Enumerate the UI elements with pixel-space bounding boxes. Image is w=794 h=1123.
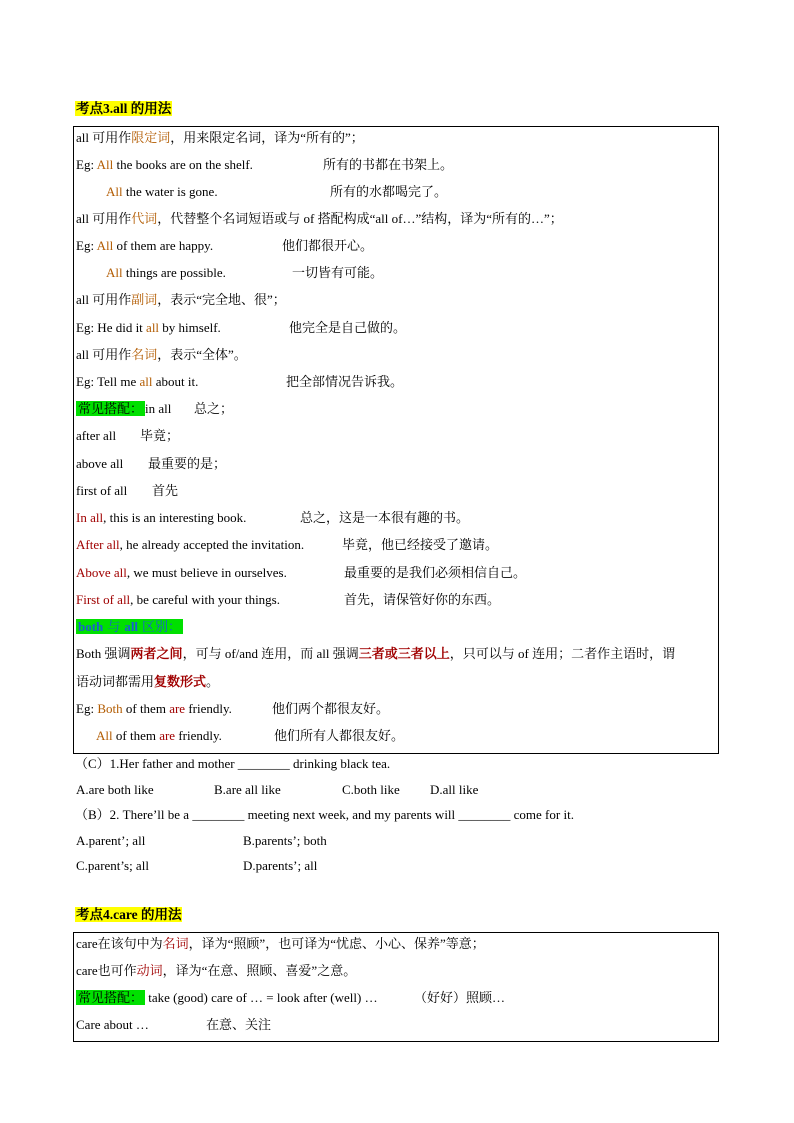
usage-line: all 可用作限定词，用来限定名词，译为“所有的”； bbox=[76, 130, 364, 145]
collocation-line: after all 毕竟； bbox=[76, 428, 180, 443]
exercise-option: C.both like bbox=[342, 782, 400, 797]
collocation-tag: 常见搭配： bbox=[78, 990, 144, 1005]
collocation-line: 常见搭配： take (good) care of … = look after (well) … （好好）照顾… bbox=[78, 990, 506, 1005]
example-line: Eg: All of them are happy. 他们都很开心。 bbox=[76, 238, 374, 253]
usage-line: 语动词都需用复数形式。 bbox=[76, 674, 220, 689]
example-line: Above all, we must believe in ourselves. 最重要的是我们必须相信自己。 bbox=[76, 565, 527, 580]
exercise-question-2: （B）2. There’ll be a ________ meeting next week, and my parents will ________ come for it. bbox=[75, 807, 574, 822]
example-line: All of them are friendly. 他们所有人都很友好。 bbox=[96, 728, 405, 743]
example-line: Eg: All the books are on the shelf. 所有的书都在书架上。 bbox=[76, 157, 454, 172]
example-line: In all, this is an interesting book. 总之，这是一本很有趣的书。 bbox=[76, 510, 470, 525]
usage-line: all 可用作代词，代替整个名词短语或与 of 搭配构成“all of…”结构，译为“所有的…”； bbox=[76, 211, 563, 226]
exercise-option: A.parent’; all bbox=[76, 833, 146, 848]
section-heading-all: 考点3.all 的用法 bbox=[76, 101, 172, 116]
example-line: Eg: Both of them are friendly. 他们两个都很友好。 bbox=[76, 701, 390, 716]
example-line: Eg: Tell me all about it. 把全部情况告诉我。 bbox=[76, 374, 404, 389]
example-line: First of all, be careful with your things. 首先，请保管好你的东西。 bbox=[76, 592, 501, 607]
exercise-option: A.are both like bbox=[76, 782, 154, 797]
example-line: All things are possible. 一切皆有可能。 bbox=[106, 265, 384, 280]
example-line: Eg: He did it all by himself. 他完全是自己做的。 bbox=[76, 320, 407, 335]
usage-line: all 可用作名词，表示“全体”。 bbox=[76, 347, 247, 362]
collocation-tag: 常见搭配： bbox=[78, 401, 144, 416]
exercise-option: D.parents’; all bbox=[243, 858, 318, 873]
usage-line: care在该句中为名词，译为“照顾”，也可译为“忧虑、小心、保养”等意； bbox=[76, 936, 485, 951]
exercise-option: C.parent’s; all bbox=[76, 858, 149, 873]
usage-line: Both 强调两者之间，可与 of/and 连用，而 all 强调三者或三者以上，只可以与 of 连用；二者作主语时，谓 bbox=[76, 646, 676, 661]
exercise-option: B.parents’; both bbox=[243, 833, 327, 848]
collocation-line: above all 最重要的是； bbox=[76, 456, 227, 471]
exercise-option: D.all like bbox=[430, 782, 479, 797]
comparison-heading: both 与 all 区别： bbox=[78, 619, 182, 634]
usage-box-all bbox=[73, 126, 719, 754]
usage-box-care bbox=[73, 932, 719, 1042]
example-line: All the water is gone. 所有的水都喝完了。 bbox=[106, 184, 448, 199]
exercise-option: B.are all like bbox=[214, 782, 281, 797]
example-line: After all, he already accepted the invitation. 毕竟，他已经接受了邀请。 bbox=[76, 537, 499, 552]
collocation-line: Care about … 在意、关注 bbox=[76, 1017, 272, 1032]
collocation-line: 常见搭配： in all 总之； bbox=[78, 401, 234, 416]
usage-line: all 可用作副词，表示“完全地、很”； bbox=[76, 292, 286, 307]
collocation-line: first of all 首先 bbox=[76, 483, 179, 498]
usage-line: care也可作动词，译为“在意、照顾、喜爱”之意。 bbox=[76, 963, 357, 978]
section-heading-care: 考点4.care 的用法 bbox=[76, 907, 182, 922]
exercise-question-1: （C）1.Her father and mother ________ drinking black tea. bbox=[75, 756, 391, 771]
